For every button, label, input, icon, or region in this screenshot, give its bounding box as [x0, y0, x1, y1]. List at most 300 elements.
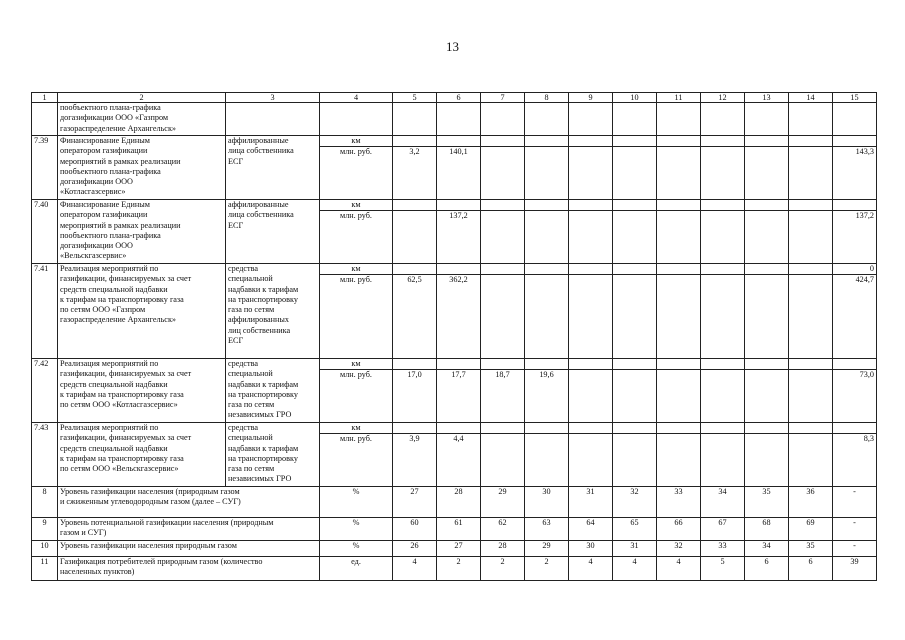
- row-value: [789, 264, 833, 359]
- km-value: [481, 359, 524, 370]
- row-value: [437, 103, 481, 136]
- money-value: 17,7: [451, 370, 466, 379]
- row-name-line: пообъектного плана-графика: [60, 103, 161, 112]
- row-source: [226, 200, 320, 264]
- row-source-line: на транспортировку: [228, 453, 298, 463]
- km-value: [745, 200, 788, 211]
- row-value: [657, 423, 701, 487]
- row-value: 67: [701, 518, 745, 541]
- row-total: 39: [833, 557, 877, 581]
- row-source: [226, 359, 320, 423]
- km-value: [525, 264, 568, 275]
- km-value: [525, 200, 568, 211]
- summary-row: [32, 557, 877, 581]
- row-value: [569, 103, 613, 136]
- row-value: [525, 103, 569, 136]
- unit-km: км: [320, 359, 392, 370]
- row-value: [789, 136, 833, 200]
- row-total: [833, 423, 877, 487]
- km-value: [833, 359, 876, 370]
- km-value: [613, 264, 656, 275]
- row-value: 62: [481, 518, 525, 541]
- row-value: 65: [613, 518, 657, 541]
- km-value: [481, 136, 524, 147]
- row-value: [657, 200, 701, 264]
- money-value: 362,2: [449, 275, 468, 284]
- summary-row: [32, 487, 877, 518]
- row-value: [569, 200, 613, 264]
- row-value: 4: [657, 557, 701, 581]
- row-name-line: догазификации ООО: [60, 241, 133, 251]
- row-source-line: аффилированные: [228, 200, 289, 209]
- row-name: [58, 359, 226, 423]
- km-value: [393, 359, 436, 370]
- row-name-line: догазификации ООО: [60, 177, 133, 187]
- km-value: [657, 200, 700, 211]
- unit-money: млн. руб.: [340, 147, 372, 156]
- km-value: [657, 359, 700, 370]
- row-name-line: газификации, финансируемых за счет: [60, 274, 192, 284]
- money-value: 62,5: [407, 275, 422, 284]
- row-source-line: независимых ГРО: [228, 474, 292, 484]
- row-total: -: [833, 487, 877, 518]
- row-number: 7.43: [32, 423, 58, 487]
- km-value: [701, 200, 744, 211]
- row-number: 8: [32, 487, 58, 518]
- row-value: [657, 264, 701, 359]
- row-unit: ед.: [320, 557, 393, 581]
- column-header: 15: [833, 93, 877, 103]
- row-source-line: специальной: [228, 274, 273, 284]
- row-value: [701, 359, 745, 423]
- row-value: 32: [657, 541, 701, 557]
- km-value: [569, 423, 612, 434]
- row-value: [393, 136, 437, 200]
- row-name-line: к тарифам на транспортировку газа: [60, 453, 184, 463]
- row-value: 60: [393, 518, 437, 541]
- row-source-line: аффилированных: [228, 315, 289, 325]
- row-name-line: к тарифам на транспортировку газа: [60, 294, 184, 304]
- row-value: 2: [481, 557, 525, 581]
- row-source-line: средства: [228, 264, 259, 273]
- row-value: 61: [437, 518, 481, 541]
- row-value: 33: [657, 487, 701, 518]
- unit-money: млн. руб.: [340, 370, 372, 379]
- km-value: [393, 136, 436, 147]
- row-source-line: лица собственника: [228, 210, 294, 220]
- row-source: [226, 103, 320, 136]
- row-name-line: догазификации ООО «Газпром: [60, 113, 169, 123]
- row-value: [569, 359, 613, 423]
- row-name-line: и сжиженным углеводородным газом (далее – СУГ): [60, 497, 241, 507]
- money-value: 137,2: [449, 211, 468, 220]
- km-value: [393, 264, 436, 275]
- row-value: [789, 423, 833, 487]
- row-name-line: по сетям ООО «Вельскгазсервис»: [60, 464, 179, 474]
- row-value: 31: [613, 541, 657, 557]
- row-name-line: по сетям ООО «Газпром: [60, 305, 146, 315]
- row-value: [437, 136, 481, 200]
- km-value: [437, 264, 480, 275]
- row-name-line: Уровень газификации населения (природным газом: [60, 487, 240, 496]
- row-name: [58, 264, 226, 359]
- row-value: 33: [701, 541, 745, 557]
- row-number: 7.40: [32, 200, 58, 264]
- row-value: [393, 423, 437, 487]
- row-value: [437, 359, 481, 423]
- row-source-line: газа по сетям: [228, 464, 275, 474]
- row-name-line: мероприятий в рамках реализации: [60, 156, 181, 166]
- row-name-line: газораспределение Архангельск»: [60, 123, 177, 133]
- unit-money: млн. руб.: [340, 211, 372, 220]
- column-header: 9: [569, 93, 613, 103]
- row-value: [481, 359, 525, 423]
- row-value: [569, 423, 613, 487]
- km-value: [569, 264, 612, 275]
- row-name-line: средств специальной надбавки: [60, 443, 168, 453]
- row-value: 64: [569, 518, 613, 541]
- row-value: [481, 103, 525, 136]
- row-name-line: оператором газификации: [60, 146, 148, 156]
- unit-km: км: [320, 200, 392, 211]
- km-value: [613, 200, 656, 211]
- row-value: 29: [481, 487, 525, 518]
- row-name: [58, 200, 226, 264]
- row-source-line: на транспортировку: [228, 389, 298, 399]
- column-header: 1: [32, 93, 58, 103]
- row-value: [569, 136, 613, 200]
- row-value: [613, 136, 657, 200]
- row-source-line: ЕСГ: [228, 220, 244, 230]
- row-value: [613, 200, 657, 264]
- row-value: [525, 136, 569, 200]
- money-value: 18,7: [495, 370, 510, 379]
- row-name-line: Финансирование Единым: [60, 200, 150, 209]
- km-value: [481, 264, 524, 275]
- km-value: [525, 423, 568, 434]
- row-value: [701, 423, 745, 487]
- money-value: 3,2: [409, 147, 420, 156]
- km-value: [657, 423, 700, 434]
- unit-km: км: [320, 264, 392, 275]
- row-value: [657, 103, 701, 136]
- row-name-line: средств специальной надбавки: [60, 284, 168, 294]
- column-header: 13: [745, 93, 789, 103]
- column-header: 7: [481, 93, 525, 103]
- row-name-line: пообъектного плана-графика: [60, 166, 161, 176]
- row-name-line: Уровень газификации населения природным газом: [60, 541, 237, 550]
- km-value: [437, 136, 480, 147]
- row-name-line: Финансирование Единым: [60, 136, 150, 145]
- km-value: [437, 359, 480, 370]
- row-value: [481, 423, 525, 487]
- row-value: 27: [393, 487, 437, 518]
- row-name: [58, 557, 320, 581]
- row-value: 29: [525, 541, 569, 557]
- row-value: [437, 423, 481, 487]
- km-value: [437, 200, 480, 211]
- header-row: [32, 93, 877, 103]
- row-total: -: [833, 518, 877, 541]
- km-value: [525, 359, 568, 370]
- row-value: [745, 264, 789, 359]
- column-header: 5: [393, 93, 437, 103]
- table-row: [32, 264, 877, 359]
- row-value: [393, 264, 437, 359]
- row-source-line: специальной: [228, 369, 273, 379]
- row-value: 32: [613, 487, 657, 518]
- km-value: [789, 264, 832, 275]
- row-value: [525, 423, 569, 487]
- summary-row: [32, 518, 877, 541]
- row-name-line: газом и СУГ): [60, 528, 107, 538]
- km-value: [569, 200, 612, 211]
- row-source: [226, 136, 320, 200]
- km-value: [569, 136, 612, 147]
- row-value: [657, 136, 701, 200]
- row-source: [226, 423, 320, 487]
- row-value: 68: [745, 518, 789, 541]
- row-source-line: ЕСГ: [228, 336, 244, 346]
- row-name-line: «Котласгазсервис»: [60, 187, 126, 197]
- row-name-line: оператором газификации: [60, 210, 148, 220]
- row-value: [745, 200, 789, 264]
- km-value: [613, 359, 656, 370]
- money-value: 137,2: [855, 211, 874, 220]
- km-value: [833, 423, 876, 434]
- row-value: [481, 264, 525, 359]
- row-value: 2: [525, 557, 569, 581]
- row-name-line: Уровень потенциальной газификации населения (природным: [60, 518, 274, 527]
- row-name-line: газификации, финансируемых за счет: [60, 433, 192, 443]
- row-unit: %: [320, 487, 393, 518]
- row-unit: [320, 264, 393, 359]
- row-source-line: лица собственника: [228, 146, 294, 156]
- row-name-line: к тарифам на транспортировку газа: [60, 389, 184, 399]
- row-name: [58, 487, 320, 518]
- row-value: [657, 359, 701, 423]
- km-value: 0: [833, 264, 876, 275]
- row-value: 26: [393, 541, 437, 557]
- km-value: [701, 359, 744, 370]
- row-value: [525, 200, 569, 264]
- row-number: 7.39: [32, 136, 58, 200]
- row-unit: [320, 200, 393, 264]
- row-value: [789, 359, 833, 423]
- row-value: [437, 264, 481, 359]
- km-value: [833, 136, 876, 147]
- km-value: [657, 264, 700, 275]
- money-value: 140,1: [449, 147, 468, 156]
- row-unit: %: [320, 518, 393, 541]
- money-value: 4,4: [453, 434, 464, 443]
- table-row: [32, 136, 877, 200]
- row-unit: [320, 423, 393, 487]
- km-value: [569, 359, 612, 370]
- km-value: [481, 200, 524, 211]
- row-name-line: Газификация потребителей природным газом (количество: [60, 557, 263, 566]
- row-value: 30: [525, 487, 569, 518]
- column-header: 6: [437, 93, 481, 103]
- row-name-line: Реализация мероприятий по: [60, 423, 159, 432]
- row-value: 6: [789, 557, 833, 581]
- row-source-line: надбавки к тарифам: [228, 284, 299, 294]
- unit-km: км: [320, 423, 392, 434]
- row-name-line: пообъектного плана-графика: [60, 230, 161, 240]
- row-name: [58, 518, 320, 541]
- page-number: 13: [446, 39, 459, 54]
- km-value: [745, 264, 788, 275]
- km-value: [789, 136, 832, 147]
- row-total: -: [833, 541, 877, 557]
- money-value: 73,0: [859, 370, 874, 379]
- row-name: [58, 103, 226, 136]
- row-value: [701, 136, 745, 200]
- row-name-line: «Вельскгазсервис»: [60, 251, 127, 261]
- row-value: [525, 264, 569, 359]
- km-value: [701, 264, 744, 275]
- row-name: [58, 423, 226, 487]
- km-value: [701, 423, 744, 434]
- column-header: 8: [525, 93, 569, 103]
- row-source-line: средства: [228, 423, 259, 432]
- row-name-line: газораспределение Архангельск»: [60, 315, 177, 325]
- unit-money: млн. руб.: [340, 275, 372, 284]
- row-unit: %: [320, 541, 393, 557]
- row-total: [833, 200, 877, 264]
- km-value: [789, 423, 832, 434]
- row-value: [789, 103, 833, 136]
- row-source-line: газа по сетям: [228, 305, 275, 315]
- row-value: [613, 359, 657, 423]
- money-value: 424,7: [855, 275, 874, 284]
- row-value: 30: [569, 541, 613, 557]
- row-value: [701, 264, 745, 359]
- row-name: [58, 136, 226, 200]
- row-value: 28: [437, 487, 481, 518]
- row-value: 35: [789, 541, 833, 557]
- row-value: [701, 200, 745, 264]
- money-value: 3,9: [409, 434, 420, 443]
- column-header: 10: [613, 93, 657, 103]
- money-value: 19,6: [539, 370, 554, 379]
- unit-km: км: [320, 136, 392, 147]
- row-source: [226, 264, 320, 359]
- table-body: [32, 93, 877, 581]
- data-table: [31, 92, 877, 581]
- row-value: 35: [745, 487, 789, 518]
- row-value: 4: [393, 557, 437, 581]
- row-name-line: газификации, финансируемых за счет: [60, 369, 192, 379]
- row-unit: [320, 136, 393, 200]
- row-source-line: специальной: [228, 433, 273, 443]
- row-source-line: лиц собственника: [228, 325, 291, 335]
- row-number: [32, 103, 58, 136]
- row-name-line: Реализация мероприятий по: [60, 359, 159, 368]
- table-row: [32, 103, 877, 136]
- row-value: [393, 103, 437, 136]
- km-value: [393, 423, 436, 434]
- row-name-line: Реализация мероприятий по: [60, 264, 159, 273]
- row-value: 27: [437, 541, 481, 557]
- row-value: [613, 423, 657, 487]
- row-value: 34: [745, 541, 789, 557]
- unit-money: млн. руб.: [340, 434, 372, 443]
- row-value: 31: [569, 487, 613, 518]
- km-value: [745, 423, 788, 434]
- row-value: [745, 359, 789, 423]
- summary-row: [32, 541, 877, 557]
- row-source-line: надбавки к тарифам: [228, 443, 299, 453]
- row-value: [393, 359, 437, 423]
- row-number: 10: [32, 541, 58, 557]
- row-value: [745, 136, 789, 200]
- table-row: [32, 423, 877, 487]
- km-value: [789, 200, 832, 211]
- money-value: 8,3: [863, 434, 874, 443]
- km-value: [437, 423, 480, 434]
- row-value: [569, 264, 613, 359]
- row-name-line: населенных пунктов): [60, 567, 135, 577]
- row-source-line: на транспортировку: [228, 294, 298, 304]
- row-value: [701, 103, 745, 136]
- km-value: [833, 200, 876, 211]
- row-name-line: средств специальной надбавки: [60, 379, 168, 389]
- table-row: [32, 200, 877, 264]
- row-value: 28: [481, 541, 525, 557]
- row-source-line: аффилированные: [228, 136, 289, 145]
- row-value: 69: [789, 518, 833, 541]
- money-value: 17,0: [407, 370, 422, 379]
- column-header: 14: [789, 93, 833, 103]
- row-value: [745, 423, 789, 487]
- row-name-line: мероприятий в рамках реализации: [60, 220, 181, 230]
- row-value: 5: [701, 557, 745, 581]
- km-value: [789, 359, 832, 370]
- row-total: [833, 136, 877, 200]
- row-value: [789, 200, 833, 264]
- column-header: 3: [226, 93, 320, 103]
- row-number: 9: [32, 518, 58, 541]
- row-value: 63: [525, 518, 569, 541]
- row-value: [481, 200, 525, 264]
- km-value: [481, 423, 524, 434]
- row-unit: [320, 359, 393, 423]
- km-value: [613, 136, 656, 147]
- row-number: 7.41: [32, 264, 58, 359]
- row-value: 2: [437, 557, 481, 581]
- km-value: [745, 359, 788, 370]
- column-header: 4: [320, 93, 393, 103]
- row-value: 4: [569, 557, 613, 581]
- row-unit: [320, 103, 393, 136]
- row-total: [833, 103, 877, 136]
- row-value: [613, 264, 657, 359]
- row-source-line: независимых ГРО: [228, 410, 292, 420]
- row-value: [481, 136, 525, 200]
- km-value: [701, 136, 744, 147]
- column-header: 12: [701, 93, 745, 103]
- row-number: 11: [32, 557, 58, 581]
- row-value: 36: [789, 487, 833, 518]
- row-value: [525, 359, 569, 423]
- row-value: 66: [657, 518, 701, 541]
- km-value: [745, 136, 788, 147]
- km-value: [657, 136, 700, 147]
- row-value: 34: [701, 487, 745, 518]
- row-source-line: газа по сетям: [228, 400, 275, 410]
- row-value: [613, 103, 657, 136]
